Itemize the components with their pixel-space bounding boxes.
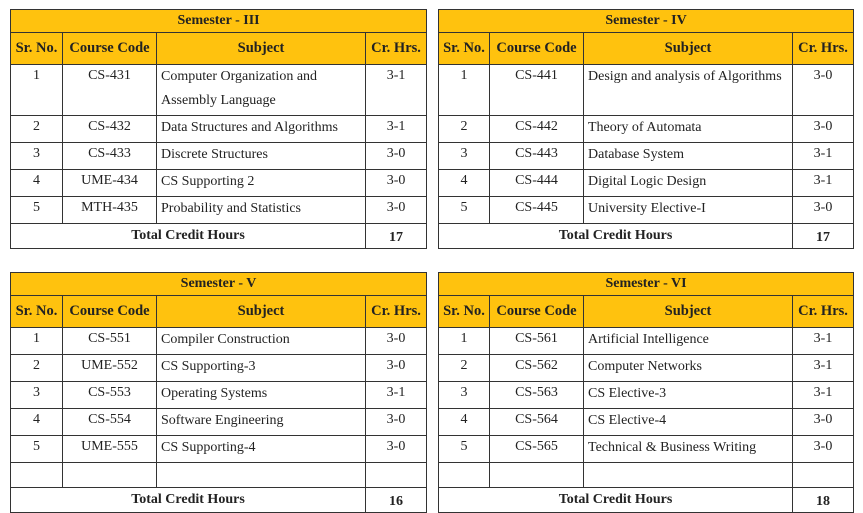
course-code: CS-565	[490, 436, 584, 463]
subject: CS Supporting-4	[157, 436, 366, 463]
course-code: CS-563	[490, 382, 584, 409]
total-label: Total Credit Hours	[11, 488, 366, 513]
course-code: UME-552	[63, 355, 157, 382]
total-label: Total Credit Hours	[439, 224, 793, 249]
table-row	[11, 116, 427, 143]
semester-v-table	[10, 272, 427, 513]
subject: University Elective-I	[584, 197, 793, 224]
subject: Data Structures and Algorithms	[157, 116, 366, 143]
total-row	[439, 224, 854, 249]
subject: Computer Organization and Assembly Language	[157, 65, 366, 116]
credit-hours: 3-1	[793, 170, 854, 197]
credit-hours: 3-1	[793, 143, 854, 170]
course-code: UME-555	[63, 436, 157, 463]
credit-hours: 3-1	[793, 355, 854, 382]
subject: CS Supporting 2	[157, 170, 366, 197]
table-row	[439, 328, 854, 355]
course-code: CS-441	[490, 65, 584, 116]
course-code: CS-562	[490, 355, 584, 382]
course-code: CS-553	[63, 382, 157, 409]
credit-hours: 3-0	[366, 436, 427, 463]
course-code: CS-551	[63, 328, 157, 355]
table-row	[439, 170, 854, 197]
semester-vi-table	[438, 272, 854, 513]
table-row	[439, 197, 854, 224]
sr-no: 2	[11, 355, 63, 382]
table-row	[11, 170, 427, 197]
subject: Database System	[584, 143, 793, 170]
credit-hours: 3-0	[793, 116, 854, 143]
sr-no: 5	[11, 436, 63, 463]
total-credit-hours: 17	[793, 224, 854, 249]
credit-hours: 3-1	[366, 382, 427, 409]
semester-title: Semester - III	[11, 10, 427, 33]
header-credit-hours: Cr. Hrs.	[366, 33, 427, 65]
credit-hours: 3-1	[793, 382, 854, 409]
sr-no: 1	[439, 65, 490, 116]
sr-no: 2	[11, 116, 63, 143]
total-label: Total Credit Hours	[439, 488, 793, 513]
sr-no: 1	[11, 328, 63, 355]
header-subject: Subject	[584, 296, 793, 328]
sr-no: 4	[439, 409, 490, 436]
course-code: CS-444	[490, 170, 584, 197]
credit-hours: 3-1	[366, 116, 427, 143]
table-row	[11, 65, 427, 116]
credit-hours: 3-0	[793, 409, 854, 436]
total-row	[11, 224, 427, 249]
table-row	[439, 65, 854, 116]
header-subject: Subject	[157, 296, 366, 328]
subject: Operating Systems	[157, 382, 366, 409]
table-row	[11, 197, 427, 224]
header-credit-hours: Cr. Hrs.	[793, 33, 854, 65]
subject: Probability and Statistics	[157, 197, 366, 224]
course-code: CS-445	[490, 197, 584, 224]
header-sr-no: Sr. No.	[11, 33, 63, 65]
header-course-code: Course Code	[490, 33, 584, 65]
semester-title: Semester - VI	[439, 273, 854, 296]
subject: Digital Logic Design	[584, 170, 793, 197]
header-sr-no: Sr. No.	[11, 296, 63, 328]
table-row	[439, 143, 854, 170]
credit-hours: 3-0	[793, 436, 854, 463]
total-credit-hours: 18	[793, 488, 854, 513]
table-row	[11, 382, 427, 409]
sr-no: 5	[439, 197, 490, 224]
credit-hours: 3-0	[366, 328, 427, 355]
total-label: Total Credit Hours	[11, 224, 366, 249]
course-code: CS-564	[490, 409, 584, 436]
credit-hours: 3-1	[793, 328, 854, 355]
course-code: CS-442	[490, 116, 584, 143]
subject: Compiler Construction	[157, 328, 366, 355]
subject: Theory of Automata	[584, 116, 793, 143]
sr-no: 1	[439, 328, 490, 355]
subject: Design and analysis of Algorithms	[584, 65, 793, 116]
table-row	[439, 382, 854, 409]
semester-title: Semester - V	[11, 273, 427, 296]
table-row	[11, 409, 427, 436]
subject: CS Elective-4	[584, 409, 793, 436]
sr-no: 3	[11, 382, 63, 409]
table-row	[11, 328, 427, 355]
total-credit-hours: 17	[366, 224, 427, 249]
table-row	[439, 409, 854, 436]
header-subject: Subject	[584, 33, 793, 65]
course-code: UME-434	[63, 170, 157, 197]
credit-hours: 3-0	[793, 65, 854, 116]
sr-no: 5	[11, 197, 63, 224]
sr-no: 3	[11, 143, 63, 170]
sr-no: 3	[439, 382, 490, 409]
subject: Computer Networks	[584, 355, 793, 382]
subject: Artificial Intelligence	[584, 328, 793, 355]
credit-hours: 3-0	[366, 197, 427, 224]
header-course-code: Course Code	[490, 296, 584, 328]
header-subject: Subject	[157, 33, 366, 65]
header-sr-no: Sr. No.	[439, 296, 490, 328]
table-row	[11, 355, 427, 382]
semester-iv-table	[438, 9, 854, 249]
subject: CS Elective-3	[584, 382, 793, 409]
semester-title: Semester - IV	[439, 10, 854, 33]
sr-no: 2	[439, 116, 490, 143]
sr-no: 2	[439, 355, 490, 382]
credit-hours: 3-0	[366, 355, 427, 382]
credit-hours: 3-1	[366, 65, 427, 116]
sr-no: 4	[439, 170, 490, 197]
header-course-code: Course Code	[63, 296, 157, 328]
subject: CS Supporting-3	[157, 355, 366, 382]
header-credit-hours: Cr. Hrs.	[793, 296, 854, 328]
sr-no: 5	[439, 436, 490, 463]
table-row	[439, 436, 854, 463]
table-row	[11, 436, 427, 463]
table-row	[439, 116, 854, 143]
course-code: CS-554	[63, 409, 157, 436]
header-credit-hours: Cr. Hrs.	[366, 296, 427, 328]
empty-row	[439, 463, 854, 488]
credit-hours: 3-0	[793, 197, 854, 224]
course-code: CS-431	[63, 65, 157, 116]
credit-hours: 3-0	[366, 409, 427, 436]
semester-iii-table	[10, 9, 427, 249]
table-row	[11, 143, 427, 170]
course-code: CS-443	[490, 143, 584, 170]
header-sr-no: Sr. No.	[439, 33, 490, 65]
course-code: MTH-435	[63, 197, 157, 224]
course-code: CS-432	[63, 116, 157, 143]
sr-no: 1	[11, 65, 63, 116]
credit-hours: 3-0	[366, 143, 427, 170]
subject: Technical & Business Writing	[584, 436, 793, 463]
course-code: CS-561	[490, 328, 584, 355]
subject: Software Engineering	[157, 409, 366, 436]
course-code: CS-433	[63, 143, 157, 170]
sr-no: 4	[11, 170, 63, 197]
total-credit-hours: 16	[366, 488, 427, 513]
sr-no: 3	[439, 143, 490, 170]
subject: Discrete Structures	[157, 143, 366, 170]
header-course-code: Course Code	[63, 33, 157, 65]
credit-hours: 3-0	[366, 170, 427, 197]
table-row	[439, 355, 854, 382]
sr-no: 4	[11, 409, 63, 436]
empty-row	[11, 463, 427, 488]
